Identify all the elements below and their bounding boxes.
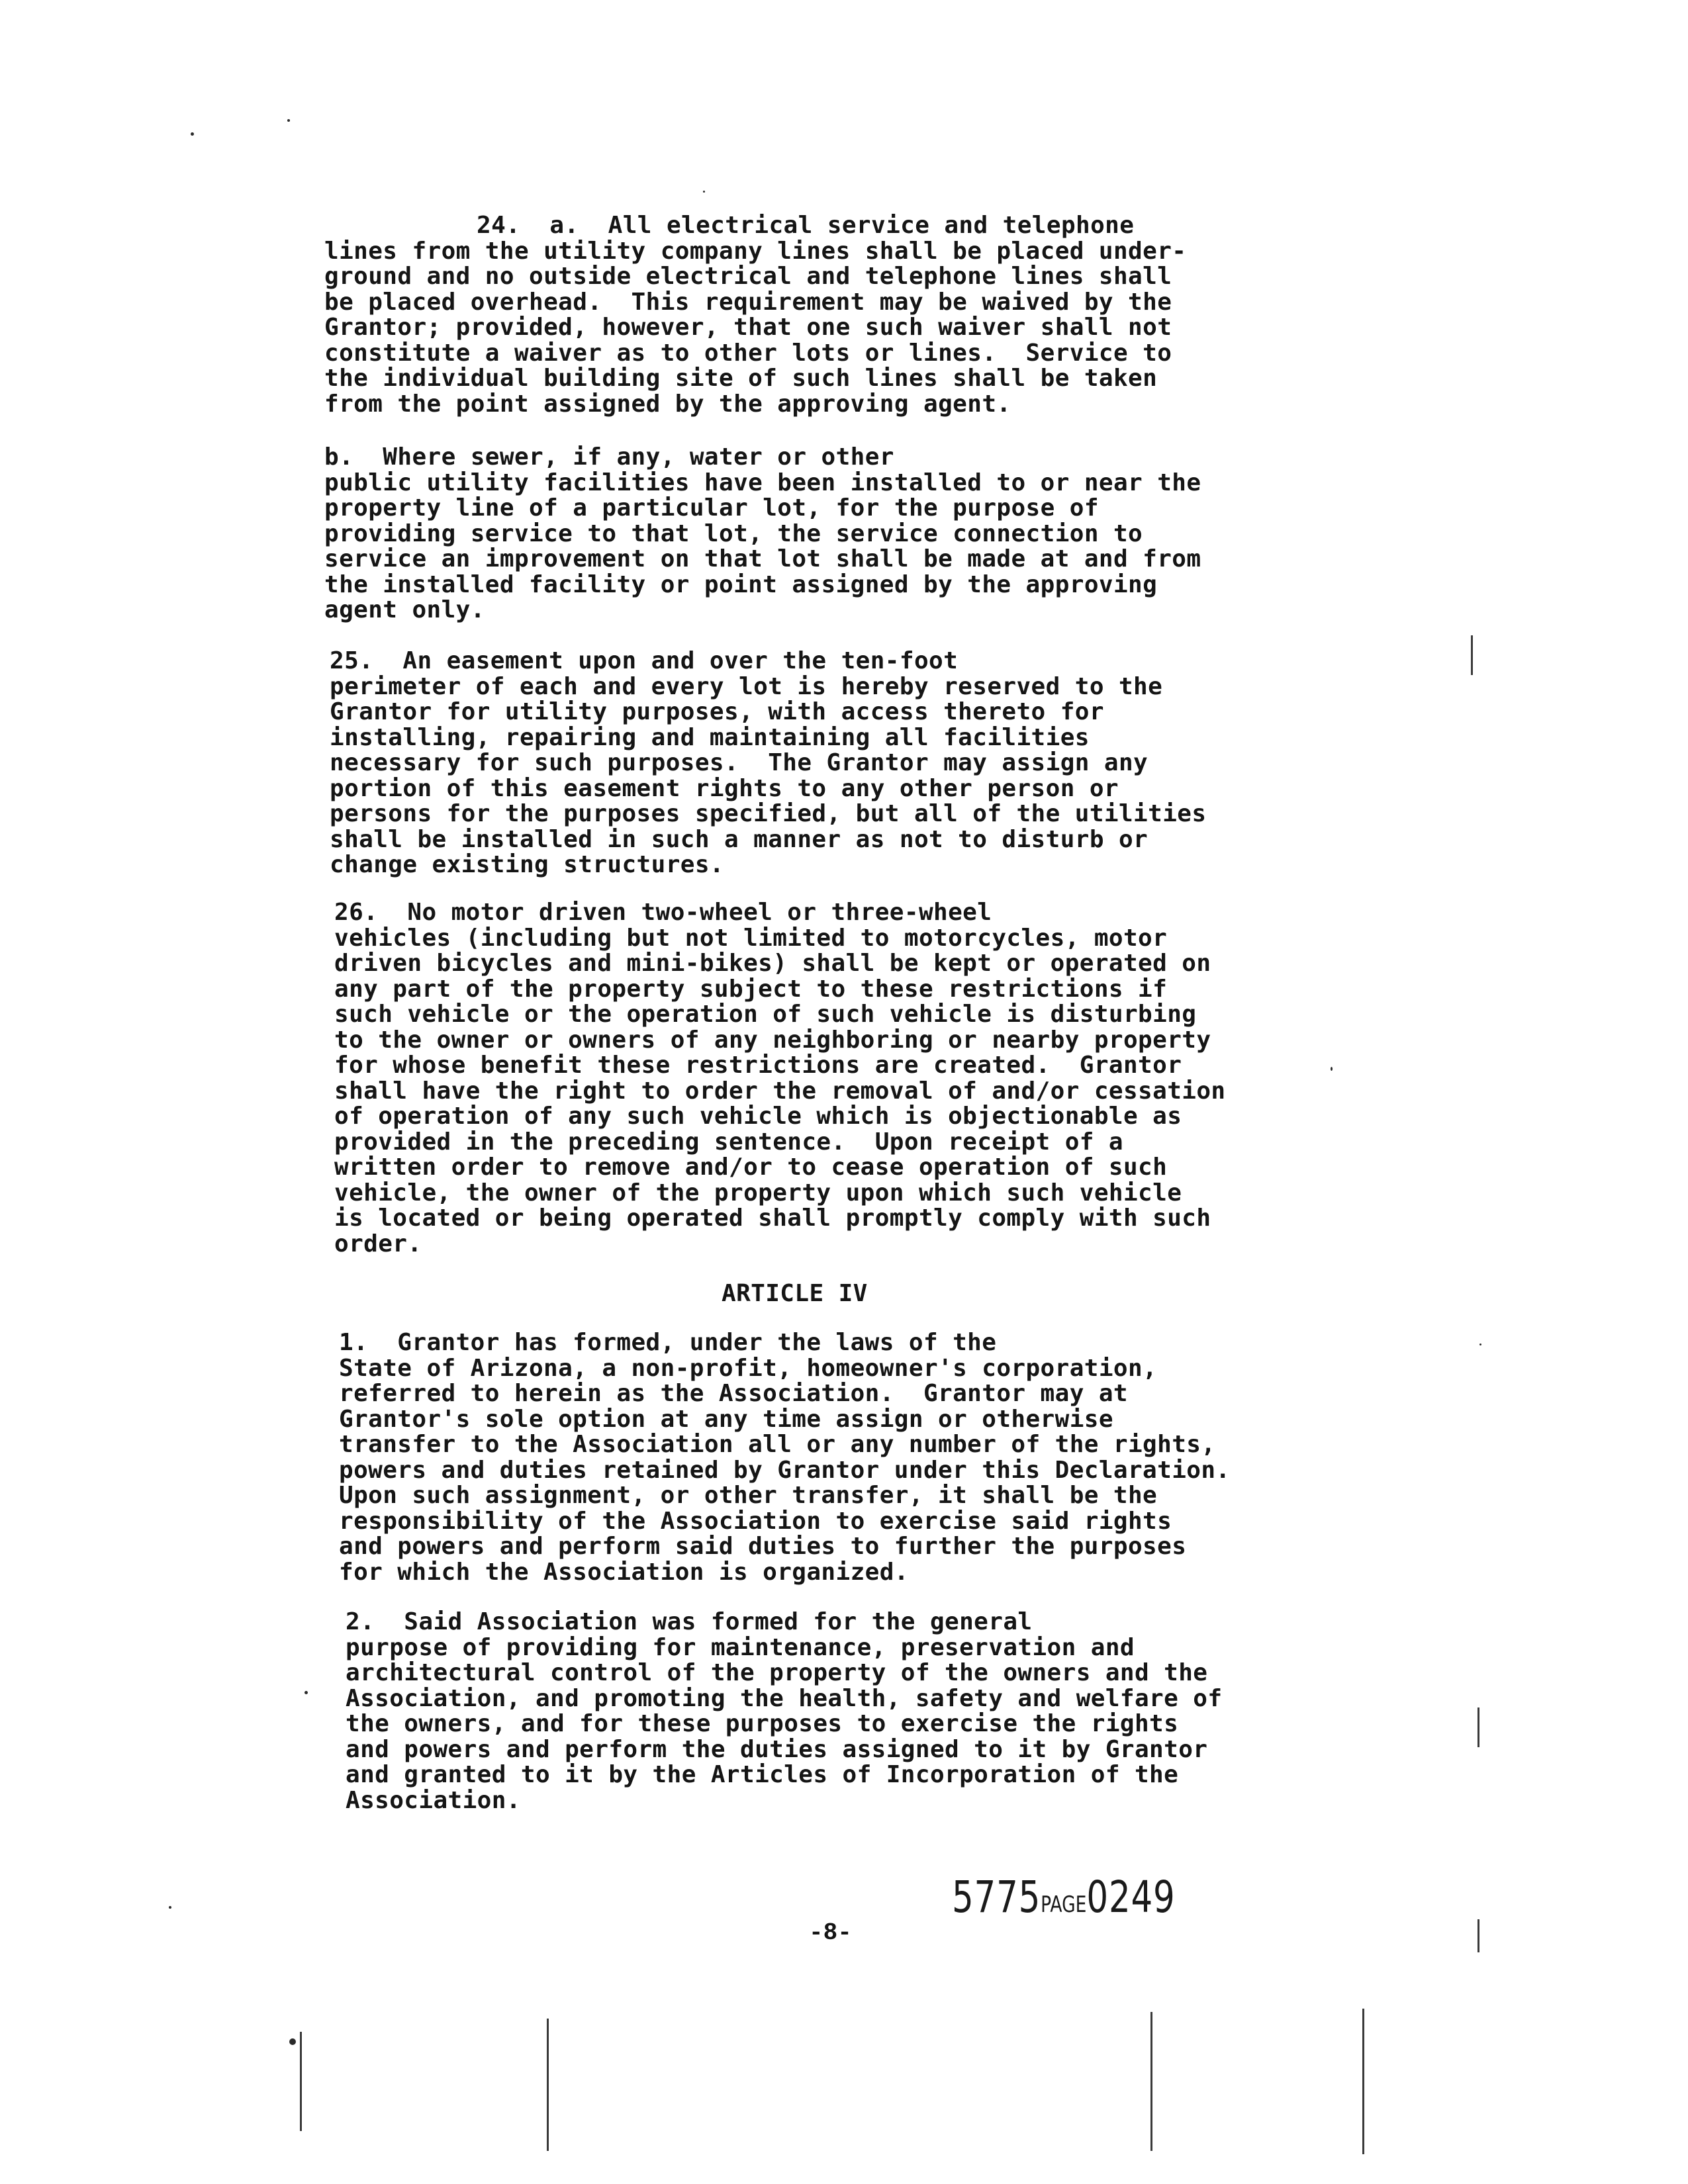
scan-streak — [1477, 1919, 1479, 1952]
recording-stamp-book: 5775 — [952, 1872, 1041, 1923]
scan-streak — [1150, 2012, 1152, 2151]
recording-stamp-middle: PAGE — [1041, 1891, 1087, 1918]
scan-speck — [1479, 1343, 1481, 1345]
article-heading — [722, 1281, 868, 1307]
recording-stamp-page: 0249 — [1086, 1872, 1176, 1923]
paragraph-25 — [330, 649, 1206, 878]
recording-stamp — [952, 1872, 1176, 1923]
paragraph-26-text: 26. No motor driven two-wheel or three-wheel vehicles (including but not limited to motorcycles, motor driven bicycles and mini-bikes) shall be kept or operated on any part of the property subject to these restrictions if such vehicle or the operation of such vehicle is disturbing to the owner or owners of any neighboring or nearby property for whose benefit these restrictions are created. Grantor shall have the right to order the removal of and/or cessation of operation of any such vehicle which is objectionable as provided in the preceding sentence. Upon receipt of a written order to remove and/or to cease operation of such vehicle, the owner of the property upon which such vehicle is located or being operated shall promptly comply with such order. — [334, 899, 1226, 1257]
scan-streak — [547, 2019, 549, 2151]
paragraph-26 — [334, 900, 1226, 1257]
paragraph-25-text: 25. An easement upon and over the ten-foot perimeter of each and every lot is hereby reserved to the Grantor for utility purposes, with access thereto for installing, repairing and maintaining all facilities necessary for such purposes. The Grantor may assign any portion of this easement rights to any other person or persons for the purposes specified, but all of the utilities shall be installed in such a manner as not to disturb or change existing structures. — [330, 647, 1207, 878]
scan-speck — [287, 119, 290, 122]
article-4-section-1-text: 1. Grantor has formed, under the laws of the State of Arizona, a non-profit, homeowner's corporation, referred to herein as the Association. Grantor may at Grantor's sole option at any time assign or otherwise transfer to the Association all or any number of the rights, powers and duties retained by Grantor under this Declaration. Upon such assignment, or other transfer, it shall be the responsibility of the Association to exercise said rights and powers and perform said duties to further the purposes for which the Association is organized. — [339, 1329, 1231, 1586]
article-heading-text: ARTICLE IV — [722, 1280, 868, 1307]
paragraph-24b-text: b. Where sewer, if any, water or other public utility facilities have been installed to or near the property line of a particular lot, for the purpose of providing service to that lot, the service connection to service an improvement on that lot shall be made at and from the installed facility or point assigned by the approving agent only. — [324, 443, 1201, 623]
scan-speck — [305, 1691, 308, 1694]
scan-streak — [1362, 2009, 1364, 2154]
article-4-section-1 — [339, 1330, 1231, 1585]
scan-streak — [300, 2032, 302, 2131]
paragraph-24a-text: 24. a. All electrical service and telephone lines from the utility company lines shall be placed under- ground and no outside electrical and telephone lines shall be placed overhead. This requirement may be waived by the Grantor; provided, however, that one such waiver shall not constitute a waiver as to other lots or lines. Service to the individual building site of such lines shall be taken from the point assigned by the approving agent. — [324, 212, 1187, 418]
scan-speck — [703, 191, 705, 193]
paragraph-24b — [324, 445, 1201, 623]
scan-streak — [1477, 1707, 1479, 1747]
scan-speck — [289, 2038, 296, 2045]
scan-speck — [1331, 1067, 1333, 1071]
article-4-section-2 — [346, 1610, 1222, 1813]
paragraph-24a — [324, 213, 1186, 417]
article-4-section-2-text: 2. Said Association was formed for the general purpose of providing for maintenance, preservation and architectural control of the property of the owners and the Association, and promoting the health, safety and welfare of the owners, and for these purposes to exercise the rights and powers and perform the duties assigned to it by Grantor and granted to it by the Articles of Incorporation of the Association. — [346, 1608, 1223, 1814]
scan-speck — [169, 1906, 171, 1909]
scan-streak — [1471, 635, 1473, 675]
page-number: -8- — [809, 1919, 852, 1946]
scan-speck — [191, 132, 194, 136]
